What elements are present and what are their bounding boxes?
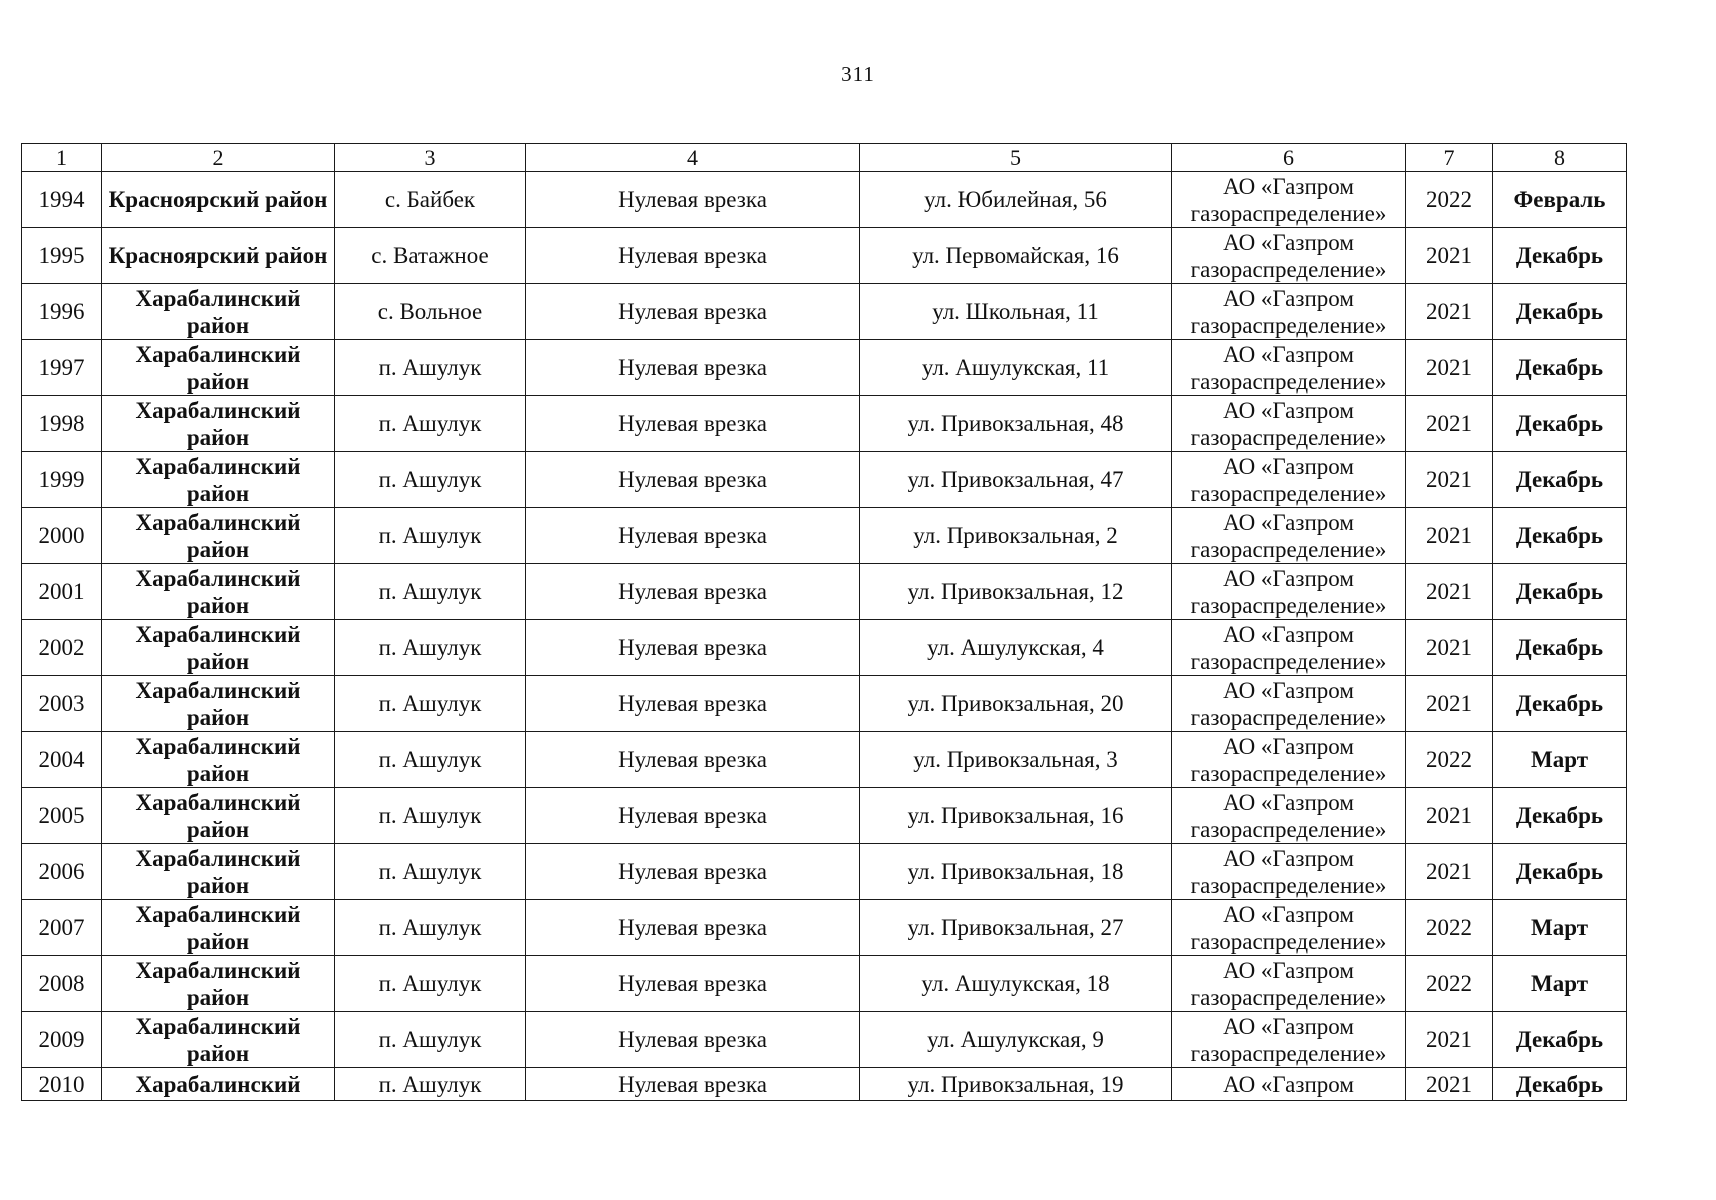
organization-cell: АО «Газпром газораспределение» bbox=[1172, 956, 1406, 1012]
table-row bbox=[22, 508, 1627, 564]
settlement-cell: с. Ватажное bbox=[335, 228, 526, 284]
work-type-cell: Нулевая врезка bbox=[526, 564, 860, 620]
row-number-cell: 2001 bbox=[22, 564, 102, 620]
table-row bbox=[22, 676, 1627, 732]
work-type-cell: Нулевая врезка bbox=[526, 452, 860, 508]
table-row bbox=[22, 1068, 1627, 1101]
year-cell: 2021 bbox=[1406, 1012, 1493, 1068]
month-cell: Декабрь bbox=[1493, 396, 1627, 452]
settlement-cell: п. Ашулук bbox=[335, 452, 526, 508]
row-number-cell: 2010 bbox=[22, 1068, 102, 1101]
district-cell: Харабалинский район bbox=[102, 676, 335, 732]
table-row bbox=[22, 956, 1627, 1012]
row-number-cell: 1996 bbox=[22, 284, 102, 340]
work-type-cell: Нулевая врезка bbox=[526, 956, 860, 1012]
address-cell: ул. Привокзальная, 27 bbox=[860, 900, 1172, 956]
month-cell: Декабрь bbox=[1493, 1068, 1627, 1101]
year-cell: 2021 bbox=[1406, 1068, 1493, 1101]
organization-cell: АО «Газпром газораспределение» bbox=[1172, 172, 1406, 228]
col-1-header: 1 bbox=[22, 144, 102, 172]
organization-cell: АО «Газпром газораспределение» bbox=[1172, 844, 1406, 900]
district-cell: Харабалинский bbox=[102, 1068, 335, 1101]
address-cell: ул. Привокзальная, 47 bbox=[860, 452, 1172, 508]
organization-cell: АО «Газпром газораспределение» bbox=[1172, 508, 1406, 564]
row-number-cell: 1998 bbox=[22, 396, 102, 452]
settlement-cell: п. Ашулук bbox=[335, 564, 526, 620]
year-cell: 2021 bbox=[1406, 284, 1493, 340]
month-cell: Декабрь bbox=[1493, 452, 1627, 508]
address-cell: ул. Привокзальная, 2 bbox=[860, 508, 1172, 564]
col-2-header: 2 bbox=[102, 144, 335, 172]
organization-cell: АО «Газпром газораспределение» bbox=[1172, 676, 1406, 732]
year-cell: 2022 bbox=[1406, 956, 1493, 1012]
work-type-cell: Нулевая врезка bbox=[526, 172, 860, 228]
gas-connection-table bbox=[21, 143, 1627, 1101]
row-number-cell: 1999 bbox=[22, 452, 102, 508]
year-cell: 2021 bbox=[1406, 508, 1493, 564]
work-type-cell: Нулевая врезка bbox=[526, 844, 860, 900]
work-type-cell: Нулевая врезка bbox=[526, 1012, 860, 1068]
year-cell: 2021 bbox=[1406, 452, 1493, 508]
row-number-cell: 2007 bbox=[22, 900, 102, 956]
district-cell: Харабалинский район bbox=[102, 508, 335, 564]
district-cell: Харабалинский район bbox=[102, 620, 335, 676]
address-cell: ул. Привокзальная, 12 bbox=[860, 564, 1172, 620]
work-type-cell: Нулевая врезка bbox=[526, 396, 860, 452]
year-cell: 2022 bbox=[1406, 172, 1493, 228]
row-number-cell: 2000 bbox=[22, 508, 102, 564]
month-cell: Декабрь bbox=[1493, 788, 1627, 844]
table-row bbox=[22, 788, 1627, 844]
col-6-header: 6 bbox=[1172, 144, 1406, 172]
address-cell: ул. Ашулукская, 18 bbox=[860, 956, 1172, 1012]
row-number-cell: 1997 bbox=[22, 340, 102, 396]
table-header-row bbox=[22, 144, 1627, 172]
organization-cell: АО «Газпром газораспределение» bbox=[1172, 564, 1406, 620]
table-row bbox=[22, 844, 1627, 900]
district-cell: Харабалинский район bbox=[102, 1012, 335, 1068]
settlement-cell: п. Ашулук bbox=[335, 732, 526, 788]
organization-cell: АО «Газпром газораспределение» bbox=[1172, 732, 1406, 788]
address-cell: ул. Привокзальная, 16 bbox=[860, 788, 1172, 844]
year-cell: 2021 bbox=[1406, 396, 1493, 452]
address-cell: ул. Привокзальная, 48 bbox=[860, 396, 1172, 452]
settlement-cell: п. Ашулук bbox=[335, 340, 526, 396]
address-cell: ул. Привокзальная, 19 bbox=[860, 1068, 1172, 1101]
work-type-cell: Нулевая врезка bbox=[526, 676, 860, 732]
col-7-header: 7 bbox=[1406, 144, 1493, 172]
table-row bbox=[22, 564, 1627, 620]
month-cell: Декабрь bbox=[1493, 844, 1627, 900]
district-cell: Красноярский район bbox=[102, 228, 335, 284]
year-cell: 2022 bbox=[1406, 900, 1493, 956]
month-cell: Декабрь bbox=[1493, 284, 1627, 340]
district-cell: Харабалинский район bbox=[102, 900, 335, 956]
settlement-cell: п. Ашулук bbox=[335, 956, 526, 1012]
row-number-cell: 2005 bbox=[22, 788, 102, 844]
district-cell: Харабалинский район bbox=[102, 844, 335, 900]
year-cell: 2021 bbox=[1406, 228, 1493, 284]
district-cell: Харабалинский район bbox=[102, 788, 335, 844]
district-cell: Харабалинский район bbox=[102, 284, 335, 340]
work-type-cell: Нулевая врезка bbox=[526, 732, 860, 788]
year-cell: 2021 bbox=[1406, 676, 1493, 732]
year-cell: 2021 bbox=[1406, 788, 1493, 844]
year-cell: 2021 bbox=[1406, 844, 1493, 900]
district-cell: Красноярский район bbox=[102, 172, 335, 228]
settlement-cell: п. Ашулук bbox=[335, 900, 526, 956]
district-cell: Харабалинский район bbox=[102, 956, 335, 1012]
table-row bbox=[22, 900, 1627, 956]
address-cell: ул. Юбилейная, 56 bbox=[860, 172, 1172, 228]
organization-cell: АО «Газпром газораспределение» bbox=[1172, 228, 1406, 284]
address-cell: ул. Ашулукская, 9 bbox=[860, 1012, 1172, 1068]
organization-cell: АО «Газпром газораспределение» bbox=[1172, 1012, 1406, 1068]
col-3-header: 3 bbox=[335, 144, 526, 172]
settlement-cell: с. Байбек bbox=[335, 172, 526, 228]
organization-cell: АО «Газпром газораспределение» bbox=[1172, 620, 1406, 676]
year-cell: 2022 bbox=[1406, 732, 1493, 788]
month-cell: Март bbox=[1493, 956, 1627, 1012]
address-cell: ул. Ашулукская, 11 bbox=[860, 340, 1172, 396]
table-row bbox=[22, 228, 1627, 284]
address-cell: ул. Школьная, 11 bbox=[860, 284, 1172, 340]
work-type-cell: Нулевая врезка bbox=[526, 900, 860, 956]
col-8-header: 8 bbox=[1493, 144, 1627, 172]
month-cell: Февраль bbox=[1493, 172, 1627, 228]
settlement-cell: п. Ашулук bbox=[335, 788, 526, 844]
row-number-cell: 2008 bbox=[22, 956, 102, 1012]
table-row bbox=[22, 172, 1627, 228]
table-row bbox=[22, 732, 1627, 788]
month-cell: Декабрь bbox=[1493, 228, 1627, 284]
address-cell: ул. Ашулукская, 4 bbox=[860, 620, 1172, 676]
row-number-cell: 2006 bbox=[22, 844, 102, 900]
month-cell: Март bbox=[1493, 900, 1627, 956]
page-number: 311 bbox=[841, 62, 875, 86]
work-type-cell: Нулевая врезка bbox=[526, 788, 860, 844]
settlement-cell: п. Ашулук bbox=[335, 1068, 526, 1101]
year-cell: 2021 bbox=[1406, 564, 1493, 620]
work-type-cell: Нулевая врезка bbox=[526, 1068, 860, 1101]
organization-cell: АО «Газпром газораспределение» bbox=[1172, 452, 1406, 508]
col-4-header: 4 bbox=[526, 144, 860, 172]
row-number-cell: 1994 bbox=[22, 172, 102, 228]
district-cell: Харабалинский район bbox=[102, 340, 335, 396]
row-number-cell: 2009 bbox=[22, 1012, 102, 1068]
table-row bbox=[22, 620, 1627, 676]
address-cell: ул. Привокзальная, 3 bbox=[860, 732, 1172, 788]
month-cell: Декабрь bbox=[1493, 508, 1627, 564]
organization-cell: АО «Газпром газораспределение» bbox=[1172, 340, 1406, 396]
work-type-cell: Нулевая врезка bbox=[526, 620, 860, 676]
address-cell: ул. Первомайская, 16 bbox=[860, 228, 1172, 284]
settlement-cell: п. Ашулук bbox=[335, 508, 526, 564]
settlement-cell: п. Ашулук bbox=[335, 620, 526, 676]
month-cell: Декабрь bbox=[1493, 1012, 1627, 1068]
year-cell: 2021 bbox=[1406, 620, 1493, 676]
work-type-cell: Нулевая врезка bbox=[526, 228, 860, 284]
month-cell: Декабрь bbox=[1493, 564, 1627, 620]
table-row bbox=[22, 396, 1627, 452]
address-cell: ул. Привокзальная, 18 bbox=[860, 844, 1172, 900]
table-row bbox=[22, 340, 1627, 396]
organization-cell: АО «Газпром газораспределение» bbox=[1172, 396, 1406, 452]
month-cell: Декабрь bbox=[1493, 340, 1627, 396]
work-type-cell: Нулевая врезка bbox=[526, 284, 860, 340]
table-row bbox=[22, 284, 1627, 340]
settlement-cell: п. Ашулук bbox=[335, 676, 526, 732]
organization-cell: АО «Газпром газораспределение» bbox=[1172, 788, 1406, 844]
settlement-cell: п. Ашулук bbox=[335, 844, 526, 900]
row-number-cell: 2003 bbox=[22, 676, 102, 732]
month-cell: Март bbox=[1493, 732, 1627, 788]
settlement-cell: п. Ашулук bbox=[335, 396, 526, 452]
table-row bbox=[22, 452, 1627, 508]
address-cell: ул. Привокзальная, 20 bbox=[860, 676, 1172, 732]
district-cell: Харабалинский район bbox=[102, 564, 335, 620]
district-cell: Харабалинский район bbox=[102, 396, 335, 452]
month-cell: Декабрь bbox=[1493, 620, 1627, 676]
row-number-cell: 2002 bbox=[22, 620, 102, 676]
organization-cell: АО «Газпром газораспределение» bbox=[1172, 284, 1406, 340]
table-row bbox=[22, 1012, 1627, 1068]
work-type-cell: Нулевая врезка bbox=[526, 508, 860, 564]
settlement-cell: п. Ашулук bbox=[335, 1012, 526, 1068]
district-cell: Харабалинский район bbox=[102, 452, 335, 508]
district-cell: Харабалинский район bbox=[102, 732, 335, 788]
col-5-header: 5 bbox=[860, 144, 1172, 172]
work-type-cell: Нулевая врезка bbox=[526, 340, 860, 396]
organization-cell: АО «Газпром газораспределение» bbox=[1172, 900, 1406, 956]
organization-cell: АО «Газпром bbox=[1172, 1068, 1406, 1101]
month-cell: Декабрь bbox=[1493, 676, 1627, 732]
settlement-cell: с. Вольное bbox=[335, 284, 526, 340]
year-cell: 2021 bbox=[1406, 340, 1493, 396]
row-number-cell: 1995 bbox=[22, 228, 102, 284]
row-number-cell: 2004 bbox=[22, 732, 102, 788]
